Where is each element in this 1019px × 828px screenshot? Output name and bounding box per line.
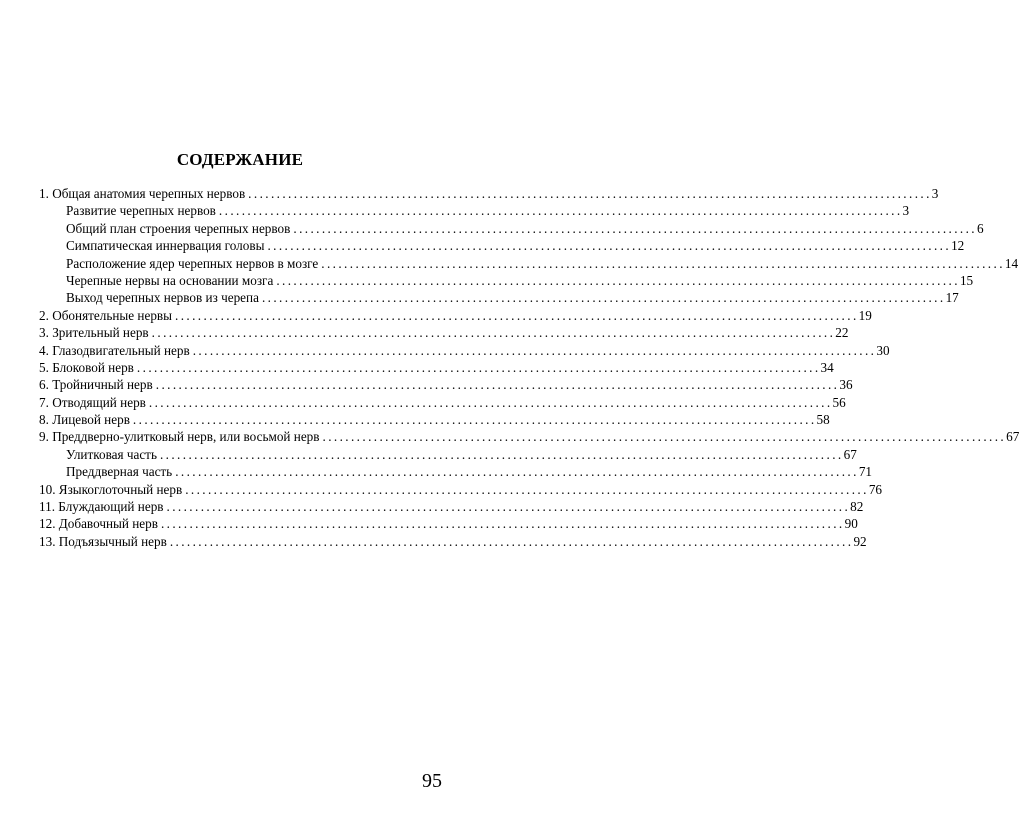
toc-entry: [39, 515, 858, 532]
toc-leader-dots: ........................................................................................................................: [218, 203, 903, 219]
toc-entry-page: 58: [816, 412, 830, 428]
toc-leader-dots: ........................................................................................................................: [132, 412, 817, 428]
toc-entry: [39, 498, 864, 515]
toc-entry-label: Симпатическая иннервация головы: [66, 238, 265, 254]
toc-leader-dots: ........................................................................................................................: [166, 499, 851, 515]
toc-entry-label: Общий план строения черепных нервов: [66, 220, 291, 236]
toc-entry-label: Развитие черепных нервов: [66, 203, 216, 219]
toc-leader-dots: ........................................................................................................................: [160, 516, 845, 532]
table-of-contents: [39, 185, 1019, 550]
toc-entry-label: 6. Тройничный нерв: [39, 377, 153, 393]
contents-heading: СОДЕРЖАНИЕ: [176, 150, 304, 169]
toc-entry: [39, 411, 830, 428]
toc-entry: [39, 220, 984, 237]
toc-entry-page: 67: [1006, 429, 1019, 445]
toc-leader-dots: ........................................................................................................................: [261, 290, 946, 306]
toc-leader-dots: ........................................................................................................................: [169, 533, 854, 549]
toc-leader-dots: ........................................................................................................................: [159, 446, 844, 462]
toc-leader-dots: ........................................................................................................................: [192, 342, 877, 358]
toc-entry-label: 10. Языкоглоточный нерв: [39, 481, 183, 497]
toc-entry: [39, 342, 890, 359]
toc-leader-dots: ........................................................................................................................: [175, 307, 859, 323]
toc-entry-label: 8. Лицевой нерв: [39, 412, 130, 428]
toc-entry-label: Преддверная часть: [66, 464, 173, 480]
toc-entry-label: 1. Общая анатомия черепных нервов: [39, 186, 246, 201]
toc-leader-dots: ........................................................................................................................: [151, 325, 836, 341]
toc-entry-page: 12: [951, 238, 965, 254]
toc-entry: [39, 307, 872, 324]
toc-entry-label: 4. Глазодвигательный нерв: [39, 342, 190, 358]
toc-entry-label: 2. Обонятельные нервы: [39, 307, 173, 323]
toc-leader-dots: ........................................................................................................................: [276, 272, 960, 288]
toc-leader-dots: ........................................................................................................................: [136, 359, 821, 375]
toc-entry: [39, 446, 857, 463]
toc-entry-page: 17: [945, 290, 959, 306]
toc-entry: [39, 533, 867, 550]
toc-leader-dots: ........................................................................................................................: [293, 220, 977, 236]
toc-leader-dots: ........................................................................................................................: [321, 255, 1005, 271]
toc-entry-page: 15: [959, 272, 974, 288]
toc-entry: [39, 185, 939, 202]
toc-entry-page: 71: [858, 464, 873, 480]
toc-entry: [39, 202, 910, 219]
toc-entry-page: 76: [868, 481, 883, 497]
toc-entry-page: 90: [844, 516, 858, 532]
toc-entry-label: 5. Блоковой нерв: [39, 359, 134, 375]
toc-entry: [39, 359, 834, 376]
toc-entry-page: 67: [843, 446, 857, 462]
toc-entry: [39, 272, 974, 289]
toc-entry-page: 36: [839, 377, 853, 393]
toc-entry-page: 30: [876, 342, 890, 358]
toc-leader-dots: ........................................................................................................................: [322, 429, 1007, 445]
toc-entry-label: 9. Преддверно-улитковый нерв, или восьмой нерв: [39, 429, 320, 445]
toc-entry: [39, 255, 1019, 272]
toc-entry-page: 19: [858, 307, 872, 323]
toc-leader-dots: ........................................................................................................................: [148, 394, 833, 410]
toc-entry: [39, 376, 853, 393]
toc-entry-page: 56: [832, 394, 846, 410]
page-number: 95: [422, 770, 442, 792]
toc-entry-page: 14: [1004, 255, 1019, 271]
toc-entry-label: 13. Подъязычный нерв: [39, 533, 167, 549]
toc-entry: [39, 463, 873, 480]
toc-leader-dots: ........................................................................................................................: [155, 377, 840, 393]
toc-entry-page: 3: [931, 186, 939, 201]
toc-leader-dots: ........................................................................................................................: [267, 238, 952, 254]
toc-entry-page: 34: [820, 359, 834, 375]
toc-entry: [39, 394, 846, 411]
toc-entry-page: 3: [902, 203, 910, 219]
toc-entry-page: 22: [835, 325, 849, 341]
toc-entry-page: 6: [977, 220, 984, 236]
toc-leader-dots: ........................................................................................................................: [185, 481, 869, 497]
toc-entry: [39, 481, 883, 498]
toc-entry-label: Черепные нервы на основании мозга: [66, 272, 274, 288]
toc-entry-label: 3. Зрительный нерв: [39, 325, 149, 341]
toc-entry-label: 11. Блуждающий нерв: [39, 499, 164, 515]
toc-leader-dots: ........................................................................................................................: [248, 186, 932, 201]
toc-leader-dots: ........................................................................................................................: [175, 464, 859, 480]
toc-entry-label: 12. Добавочный нерв: [39, 516, 158, 532]
toc-entry-label: Улитковая часть: [66, 446, 157, 462]
toc-entry-label: Выход черепных нервов из черепа: [66, 290, 259, 306]
toc-entry: [39, 237, 965, 254]
toc-entry-page: 82: [850, 499, 864, 515]
toc-entry-page: 92: [853, 533, 867, 549]
toc-entry-label: 7. Отводящий нерв: [39, 394, 146, 410]
toc-entry-label: Расположение ядер черепных нервов в мозге: [66, 255, 319, 271]
toc-entry: [39, 324, 849, 341]
toc-entry: [39, 428, 1019, 445]
toc-entry: [39, 289, 959, 306]
